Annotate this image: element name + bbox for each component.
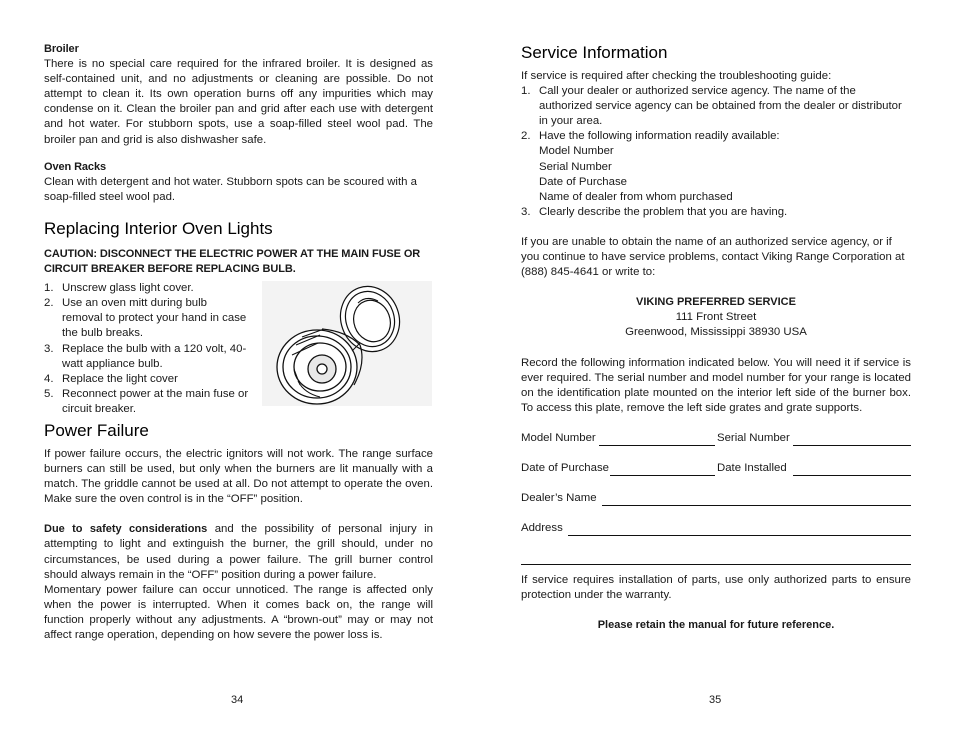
list-item: 1. Call your dealer or authorized service agency. The name of the authorized service agency can be obtained from the dealer or distributor in your area. (521, 85, 902, 128)
list-item: 2. Have the following information readily available: (521, 130, 780, 143)
list-item: 2. Use an oven mitt during bulb removal to protect your hand in case the bulb breaks. (44, 297, 247, 340)
info-items (521, 144, 911, 204)
service-heading: Service Information (521, 43, 668, 62)
lights-heading: Replacing Interior Oven Lights (44, 218, 273, 238)
broiler-text: There is no special care required for the infrared broiler. It is designed as self-contained unit, and no adjustments or cleaning are possible. Do not attempt to clean it. Its own operation burns off any impurities which may condense on it. Clean the broiler pan and grid after each use with detergent and hot water. For stubborn spots, use a soap-filled steel wool pad. The broiler pan and grid is also dishwasher safe. (44, 58, 433, 146)
lights-section (44, 219, 433, 417)
power-failure-para-3: Momentary power failure can occur unnoticed. The range is affected only when the power is interrupted. When it comes back on, the range will function properly without any adjustments. A “brown-out” may or may not affect range operation, depending on how severe the power loss is. (44, 583, 433, 641)
dealers-name-label: Dealer’s Name (521, 491, 597, 504)
power-failure-heading: Power Failure (44, 420, 149, 440)
power-failure-para-2 (44, 522, 433, 582)
page-number-left: 34 (231, 694, 244, 706)
date-of-purchase-label: Date of Purchase (521, 461, 610, 474)
date-of-purchase-field[interactable] (610, 465, 715, 476)
list-item: Model Number (539, 145, 614, 158)
left-page (44, 42, 433, 643)
serial-number-field[interactable] (793, 435, 911, 446)
oven-racks-heading: Oven Racks (44, 160, 106, 173)
list-item: 3. Clearly describe the problem that you are having. (521, 205, 788, 218)
light-cover-illustration (262, 281, 432, 406)
address-street: 111 Front Street (675, 311, 757, 324)
page-number-right: 35 (709, 694, 722, 706)
address-name: VIKING PREFERRED SERVICE (636, 296, 796, 309)
list-item: Name of dealer from whom purchased (539, 190, 733, 203)
list-item: 1. Unscrew glass light cover. (44, 282, 194, 295)
oven-racks-section (44, 160, 433, 205)
model-number-label: Model Number (521, 431, 596, 444)
service-intro: If service is required after checking the troubleshooting guide: (521, 70, 832, 82)
oven-racks-text: Clean with detergent and hot water. Stubborn spots can be scoured with a soap-filled steel wool pad. (44, 175, 417, 203)
serial-number-label: Serial Number (717, 431, 790, 444)
safety-rest-text: and the possibility of personal injury in attempting to light and extinguish the burner, the grill should, under no circumstances, be used during a power failure. The grill burner control should always remain in the “OFF” position during a power failure. (44, 523, 433, 581)
date-installed-field[interactable] (793, 465, 911, 476)
list-item: 3. Replace the bulb with a 120 volt, 40-watt appliance bulb. (44, 342, 247, 370)
caution-text: CAUTION: DISCONNECT THE ELECTRIC POWER AT THE MAIN FUSE OR CIRCUIT BREAKER BEFORE REPLACING BULB. (44, 247, 421, 276)
contact-para: If you are unable to obtain the name of an authorized service agency, or if you continue to have service problems, contact Viking Range Corporation at (888) 845-4641 or write to: (521, 235, 905, 279)
safety-bold-text: Due to safety considerations (44, 523, 208, 536)
broiler-heading: Broiler (44, 43, 79, 55)
list-item: 4. Replace the light cover (44, 372, 178, 385)
list-item: 5. Reconnect power at the main fuse or circuit breaker. (44, 387, 249, 415)
right-page (521, 42, 911, 633)
power-failure-section (44, 421, 433, 643)
date-installed-label: Date Installed (717, 461, 787, 474)
record-form (521, 431, 911, 565)
parts-para: If service requires installation of parts, use only authorized parts to ensure protection under the warranty. (521, 573, 911, 601)
address-label: Address (521, 521, 563, 534)
power-failure-para-1: If power failure occurs, the electric ignitors will not work. The range surface burners can still be used, but only when the burners are lit manually with a match. The griddle cannot be used at all. Do not attempt to operate the oven. Make sure the oven control is in the “OFF” position. (44, 447, 433, 506)
record-para: Record the following information indicated below. You will need it if service is ever required. The serial number and model number for your range is located on the identification plate mounted on the interior left side of the burner box. To access this plate, remove the left side grates and grate supports. (521, 356, 911, 414)
list-item: Serial Number (539, 160, 612, 173)
service-steps (521, 84, 911, 144)
address-field-line-2[interactable] (521, 564, 911, 565)
retain-notice: Please retain the manual for future reference. (597, 619, 835, 632)
model-number-field[interactable] (599, 435, 715, 446)
dealers-name-field[interactable] (602, 495, 911, 506)
address-city: Greenwood, Mississippi 38930 USA (625, 326, 807, 339)
service-address (521, 295, 911, 340)
broiler-section (44, 42, 433, 148)
bulb-steps (44, 281, 249, 417)
address-field[interactable] (568, 525, 911, 536)
list-item: Date of Purchase (539, 175, 628, 188)
